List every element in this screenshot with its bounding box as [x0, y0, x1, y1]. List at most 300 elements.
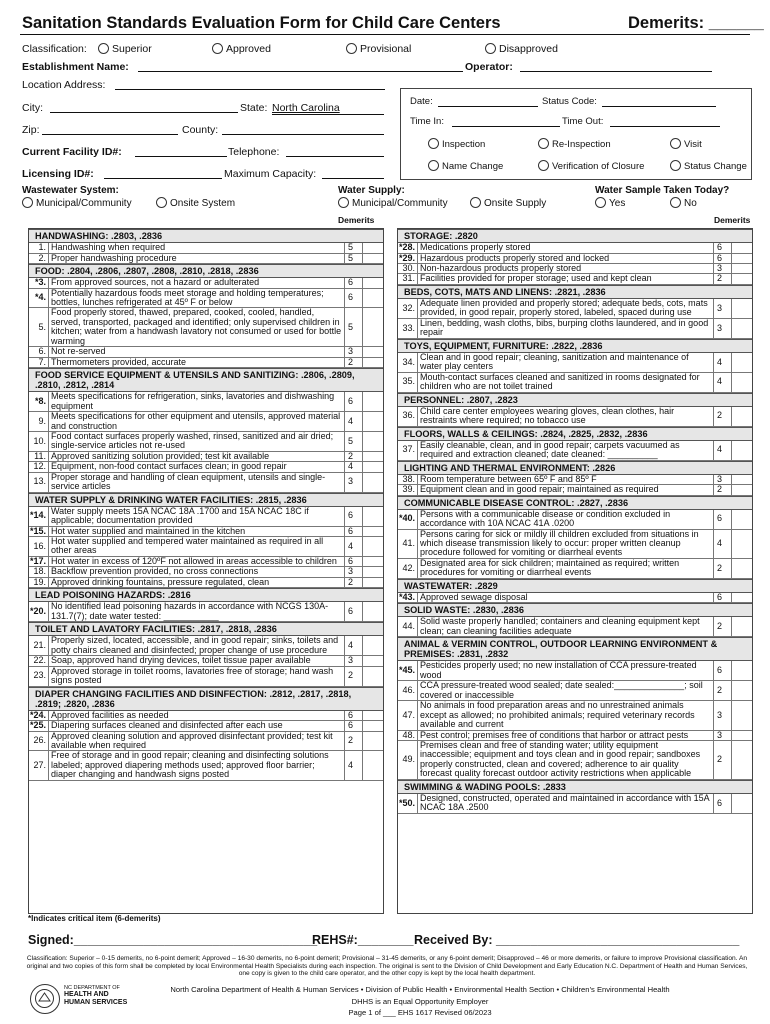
item-description: Solid waste properly handled; containers and cleaning equipment kept clean; can cleaning facilities adequate — [418, 617, 714, 636]
item-row — [29, 667, 383, 687]
item-row — [29, 432, 383, 452]
item-row — [398, 617, 752, 637]
classification-label: Classification: — [22, 43, 87, 55]
classification-provisional[interactable]: Provisional — [346, 43, 411, 55]
item-description: Properly sized, located, accessible, and in good repair; sinks, toilets and potty chairs cleaned and disinfected; proper change of use procedure — [49, 636, 345, 655]
item-number: 5. — [29, 308, 49, 346]
facility-id-label: Current Facility ID#: — [22, 146, 122, 158]
radio-icon — [22, 197, 33, 208]
item-description: Proper handwashing procedure — [49, 254, 345, 263]
demerit-entry-cell[interactable] — [732, 485, 752, 494]
item-number: 49. — [398, 741, 418, 779]
item-demerits: 4 — [714, 530, 732, 558]
demerit-entry-cell[interactable] — [363, 667, 383, 686]
item-number: 12. — [29, 462, 49, 471]
radio-icon — [595, 197, 606, 208]
demerit-entry-cell[interactable] — [363, 567, 383, 576]
item-description: Soap, approved hand drying devices, toilet tissue paper available — [49, 656, 345, 665]
item-demerits: 2 — [714, 741, 732, 779]
demerit-entry-cell[interactable] — [732, 593, 752, 602]
item-number: *20. — [29, 602, 49, 621]
item-number: 34. — [398, 353, 418, 372]
item-description: Mouth-contact surfaces cleaned and sanitized in rooms designated for children who are not toilet trained — [418, 373, 714, 392]
section-header: SOLID WASTE: .2830, .2836 — [398, 603, 752, 617]
date-label: Date: — [410, 96, 433, 107]
item-number: 27. — [29, 751, 49, 779]
item-row — [398, 681, 752, 701]
demerit-entry-cell[interactable] — [363, 721, 383, 730]
rehs-field[interactable]: REHS#:________ — [312, 933, 414, 947]
item-description: Adequate linen provided and properly stored; adequate beds, cots, mats provided, in good repair, properly stored, labeled, spaced during use — [418, 299, 714, 318]
demerit-entry-cell[interactable] — [363, 507, 383, 526]
demerit-entry-cell[interactable] — [363, 289, 383, 308]
item-row — [398, 593, 752, 603]
item-number: 33. — [398, 319, 418, 338]
item-row — [398, 274, 752, 284]
item-row — [29, 732, 383, 752]
demerit-entry-cell[interactable] — [732, 274, 752, 283]
water-sample-yes[interactable]: Yes — [595, 197, 625, 209]
item-number: *15. — [29, 527, 49, 536]
item-demerits: 6 — [714, 510, 732, 529]
item-description: Hot water supplied and maintained in the kitchen — [49, 527, 345, 536]
item-description: Approved storage in toilet rooms, lavatories free of storage; hand wash signs posted — [49, 667, 345, 686]
demerit-entry-cell[interactable] — [363, 537, 383, 556]
title-divider — [20, 34, 750, 35]
water-supply-onsite[interactable]: Onsite Supply — [470, 197, 546, 209]
demerit-entry-cell[interactable] — [363, 412, 383, 431]
item-description: Water supply meets 15A NCAC 18A .1700 and 15A NCAC 18C if applicable; documentation provided — [49, 507, 345, 526]
item-description: Room temperature between 65º F and 85º F — [418, 475, 714, 484]
demerit-entry-cell[interactable] — [732, 559, 752, 578]
item-row — [398, 299, 752, 319]
item-demerits: 2 — [714, 617, 732, 636]
item-demerits: 6 — [345, 711, 363, 720]
state-value[interactable]: North Carolina — [272, 102, 384, 115]
item-row — [398, 559, 752, 579]
item-description: No identified lead poisoning hazards in accordance with NCGS 130A-131.7(7); date water tested: ___________ — [49, 602, 345, 621]
county-label: County: — [182, 124, 219, 136]
item-demerits: 2 — [345, 358, 363, 367]
item-number: 7. — [29, 358, 49, 367]
item-description: Meets specifications for other equipment and utensils, approved material and construction — [49, 412, 345, 431]
section-header: DIAPER CHANGING FACILITIES AND DISINFECTION: .2812, .2817, .2818, .2819; .2820, .2836 — [29, 687, 383, 711]
item-row — [29, 412, 383, 432]
demerit-entry-cell[interactable] — [363, 557, 383, 566]
demerit-entry-cell[interactable] — [732, 319, 752, 338]
item-description: Proper storage and handling of clean equipment, utensils and single-service articles — [49, 473, 345, 492]
item-demerits: 2 — [714, 407, 732, 426]
item-row — [398, 530, 752, 559]
demerit-entry-cell[interactable] — [732, 475, 752, 484]
item-number: 38. — [398, 475, 418, 484]
wastewater-label: Wastewater System: — [22, 185, 119, 196]
right-items-table — [397, 228, 753, 914]
item-demerits: 6 — [345, 392, 363, 411]
item-row — [29, 358, 383, 368]
section-header: LEAD POISONING HAZARDS: .2816 — [29, 588, 383, 602]
item-number: *4. — [29, 289, 49, 308]
demerit-entry-cell[interactable] — [363, 432, 383, 451]
water-supply-municipal[interactable]: Municipal/Community — [338, 197, 448, 209]
item-row — [29, 537, 383, 557]
item-description: Backflow prevention provided, no cross connections — [49, 567, 345, 576]
item-demerits: 2 — [714, 681, 732, 700]
demerit-entry-cell[interactable] — [732, 617, 752, 636]
section-header: FOOD: .2804, .2806, .2807, .2808, .2810, .2818, .2836 — [29, 264, 383, 278]
item-demerits: 3 — [714, 731, 732, 740]
item-number: 44. — [398, 617, 418, 636]
location-input[interactable] — [115, 79, 385, 90]
demerit-entry-cell[interactable] — [363, 358, 383, 367]
time-out-label: Time Out: — [562, 116, 604, 127]
item-number: 42. — [398, 559, 418, 578]
water-sample-no[interactable]: No — [670, 197, 697, 209]
item-number: 36. — [398, 407, 418, 426]
section-header: LIGHTING AND THERMAL ENVIRONMENT: .2826 — [398, 461, 752, 475]
telephone-label: Telephone: — [228, 146, 280, 158]
item-description: Approved drinking fountains, pressure regulated, clean — [49, 578, 345, 587]
item-description: Diapering surfaces cleaned and disinfected after each use — [49, 721, 345, 730]
item-description: Non-hazardous products properly stored — [418, 264, 714, 273]
item-number: 11. — [29, 452, 49, 461]
item-number: 6. — [29, 347, 49, 356]
item-description: CCA pressure-treated wood sealed; date sealed:______________; soil covered or inaccessible — [418, 681, 714, 700]
item-number: 48. — [398, 731, 418, 740]
section-header: FOOD SERVICE EQUIPMENT & UTENSILS AND SANITIZING: .2806, .2809, .2810, .2812, .2814 — [29, 368, 383, 392]
demerit-entry-cell[interactable] — [732, 661, 752, 680]
nc-dhhs-seal-icon — [30, 984, 60, 1014]
item-number: 41. — [398, 530, 418, 558]
right-demerits-header: Demerits — [714, 215, 751, 225]
radio-icon — [338, 197, 349, 208]
item-description: Approved cleaning solution and approved disinfectant provided; test kit available when required — [49, 732, 345, 751]
item-demerits: 2 — [714, 485, 732, 494]
item-number: 18. — [29, 567, 49, 576]
agency-line: North Carolina Department of Health & Human Services • Division of Public Health • Environmental Health Section • Children’s Environmental Health — [170, 985, 670, 994]
item-demerits: 4 — [345, 751, 363, 779]
item-description: Meets specifications for refrigeration, sinks, lavatories and dishwashing equipment — [49, 392, 345, 411]
total-demerits-field[interactable]: Demerits: ______ — [628, 14, 764, 32]
demerit-entry-cell[interactable] — [732, 731, 752, 740]
section-header: SWIMMING & WADING POOLS: .2833 — [398, 780, 752, 794]
demerit-entry-cell[interactable] — [363, 243, 383, 252]
visit-verification-closure[interactable]: Verification of Closure — [538, 160, 644, 172]
item-demerits: 2 — [345, 578, 363, 587]
item-demerits: 3 — [345, 347, 363, 356]
city-input[interactable] — [50, 102, 238, 113]
section-header: STORAGE: .2820 — [398, 229, 752, 243]
radio-icon — [538, 138, 549, 149]
capacity-label: Maximum Capacity: — [224, 168, 317, 180]
demerit-entry-cell[interactable] — [363, 711, 383, 720]
wastewater-municipal[interactable]: Municipal/Community — [22, 197, 132, 209]
item-demerits: 2 — [345, 732, 363, 751]
demerit-entry-cell[interactable] — [363, 636, 383, 655]
demerit-entry-cell[interactable] — [363, 473, 383, 492]
item-description: Approved sewage disposal — [418, 593, 714, 602]
item-row — [29, 254, 383, 264]
item-number: 9. — [29, 412, 49, 431]
visit-reinspection[interactable]: Re-Inspection — [538, 138, 611, 150]
section-header: FLOORS, WALLS & CEILINGS: .2824, .2825, .2832, .2836 — [398, 427, 752, 441]
item-number: *3. — [29, 278, 49, 287]
licensing-id-input[interactable] — [104, 168, 222, 179]
demerit-entry-cell[interactable] — [732, 701, 752, 729]
time-in-input[interactable] — [452, 116, 560, 127]
demerit-entry-cell[interactable] — [732, 299, 752, 318]
radio-icon — [428, 160, 439, 171]
demerit-entry-cell[interactable] — [363, 462, 383, 471]
item-row — [398, 373, 752, 393]
item-row — [29, 636, 383, 656]
radio-icon — [670, 138, 681, 149]
item-row — [398, 485, 752, 495]
item-demerits: 3 — [714, 299, 732, 318]
item-number: *40. — [398, 510, 418, 529]
item-row — [398, 510, 752, 530]
item-description: Medications properly stored — [418, 243, 714, 252]
item-row — [29, 751, 383, 780]
item-description: Thermometers provided, accurate — [49, 358, 345, 367]
item-demerits: 2 — [345, 667, 363, 686]
item-description: Approved facilities as needed — [49, 711, 345, 720]
left-items-table — [28, 228, 384, 914]
item-row — [398, 243, 752, 253]
demerit-entry-cell[interactable] — [732, 353, 752, 372]
item-demerits: 6 — [345, 289, 363, 308]
demerit-entry-cell[interactable] — [363, 254, 383, 263]
item-demerits: 4 — [345, 462, 363, 471]
item-description: Pesticides properly used; no new installation of CCA pressure-treated wood — [418, 661, 714, 680]
item-row — [29, 308, 383, 347]
item-demerits: 6 — [714, 243, 732, 252]
item-number: 19. — [29, 578, 49, 587]
item-demerits: 3 — [714, 701, 732, 729]
left-demerits-header: Demerits — [338, 215, 375, 225]
demerit-entry-cell[interactable] — [363, 308, 383, 346]
item-demerits: 6 — [714, 661, 732, 680]
item-demerits: 6 — [714, 593, 732, 602]
demerit-entry-cell[interactable] — [732, 681, 752, 700]
item-number: 22. — [29, 656, 49, 665]
item-row — [398, 661, 752, 681]
nc-dhhs-logo-text: NC DEPARTMENT OF HEALTH AND HUMAN SERVICES — [64, 985, 128, 1007]
item-demerits: 3 — [345, 567, 363, 576]
item-number: 16. — [29, 537, 49, 556]
demerit-entry-cell[interactable] — [363, 732, 383, 751]
item-demerits: 6 — [345, 507, 363, 526]
item-number: 30. — [398, 264, 418, 273]
item-description: Designed, constructed, operated and maintained in accordance with 15A NCAC 18A .2500 — [418, 794, 714, 813]
section-header: COMMUNICABLE DISEASE CONTROL: .2827, .2836 — [398, 496, 752, 510]
operator-input[interactable] — [520, 61, 712, 72]
item-row — [29, 473, 383, 493]
item-description: Hot water supplied and tempered water maintained as required in all other areas — [49, 537, 345, 556]
item-row — [29, 507, 383, 527]
item-demerits: 6 — [345, 557, 363, 566]
demerit-entry-cell[interactable] — [732, 794, 752, 813]
received-by-field[interactable]: Received By: ___________________________________ — [414, 933, 740, 947]
classification-footnote: Classification: Superior – 0-15 demerits, no 6-point demerit; Approved – 16-30 demerits, no 6-point demerit; Provisional – 31-45 demerits, or any 6-point demerit; Disapproved – 46 or more demerits, or failure to improve Provisional classification. An original and two copies of this form shall be completed by local Environmental Health Specialists during each inspection. The original is sent to the Division of Child Development and Early Education N.C. Department of Health and Human Services, one copy is given to the child care operator, and the other copy is kept by the local health department. — [26, 955, 748, 978]
item-demerits: 5 — [345, 243, 363, 252]
zip-label: Zip: — [22, 124, 40, 136]
item-row — [29, 392, 383, 412]
item-description: Equipment clean and in good repair; maintained as required — [418, 485, 714, 494]
classification-approved[interactable]: Approved — [212, 43, 271, 55]
item-demerits: 3 — [345, 473, 363, 492]
section-header: ANIMAL & VERMIN CONTROL, OUTDOOR LEARNING ENVIRONMENT & PREMISES: .2831, .2832 — [398, 637, 752, 661]
radio-icon — [98, 43, 109, 54]
licensing-id-label: Licensing ID#: — [22, 168, 94, 180]
item-demerits: 3 — [714, 475, 732, 484]
item-number: 39. — [398, 485, 418, 494]
establishment-input[interactable] — [138, 61, 463, 72]
radio-icon — [485, 43, 496, 54]
item-row — [398, 741, 752, 780]
item-number: *8. — [29, 392, 49, 411]
demerit-entry-cell[interactable] — [732, 254, 752, 263]
telephone-input[interactable] — [286, 146, 384, 157]
section-header: HANDWASHING: .2803, .2836 — [29, 229, 383, 243]
item-number: 23. — [29, 667, 49, 686]
item-number: *45. — [398, 661, 418, 680]
item-row — [29, 602, 383, 622]
item-demerits: 4 — [345, 636, 363, 655]
state-label: State: — [240, 102, 268, 114]
item-number: *25. — [29, 721, 49, 730]
radio-icon — [538, 160, 549, 171]
demerit-entry-cell[interactable] — [732, 407, 752, 426]
section-header: WATER SUPPLY & DRINKING WATER FACILITIES: .2815, .2836 — [29, 493, 383, 507]
item-description: Handwashing when required — [49, 243, 345, 252]
item-number: 2. — [29, 254, 49, 263]
item-description: Equipment, non-food contact surfaces clean; in good repair — [49, 462, 345, 471]
date-input[interactable] — [438, 96, 538, 107]
demerit-entry-cell[interactable] — [732, 741, 752, 779]
item-row — [398, 441, 752, 461]
item-demerits: 3 — [714, 264, 732, 273]
item-row — [398, 319, 752, 339]
zip-input[interactable] — [42, 124, 178, 135]
item-demerits: 2 — [714, 274, 732, 283]
demerit-entry-cell[interactable] — [732, 243, 752, 252]
item-description: Hot water in excess of 120ºF not allowed in areas accessible to children — [49, 557, 345, 566]
demerit-entry-cell[interactable] — [732, 441, 752, 460]
item-row — [398, 407, 752, 427]
radio-icon — [212, 43, 223, 54]
demerit-entry-cell[interactable] — [732, 510, 752, 529]
demerit-entry-cell[interactable] — [363, 392, 383, 411]
item-description: Free of storage and in good repair; cleaning and disinfecting solutions labeled; approved diapering methods used; approved floor barrier; diaper changing and handwash signs posted — [49, 751, 345, 779]
location-label: Location Address: — [22, 79, 106, 91]
time-out-input[interactable] — [610, 116, 720, 127]
item-number: *50. — [398, 794, 418, 813]
item-row — [398, 353, 752, 373]
item-number: 47. — [398, 701, 418, 729]
item-demerits: 2 — [714, 559, 732, 578]
item-description: Food properly stored, thawed, prepared, cooked, cooled, handled, served, transported, packaged and identified; only supervised children in kitchen; water from a handwash lavatory not consumed or used for bottle warming — [49, 308, 345, 346]
visit-name-change[interactable]: Name Change — [428, 160, 503, 172]
item-description: Potentially hazardous foods meet storage and holding temperatures; bottles, lunches refrigerated at 45º F or below — [49, 289, 345, 308]
demerit-entry-cell[interactable] — [732, 373, 752, 392]
item-number: 32. — [398, 299, 418, 318]
item-row — [29, 289, 383, 309]
visit-visit[interactable]: Visit — [670, 138, 702, 150]
item-demerits: 3 — [714, 319, 732, 338]
demerit-entry-cell[interactable] — [363, 751, 383, 779]
item-demerits: 4 — [345, 412, 363, 431]
item-number: *29. — [398, 254, 418, 263]
item-description: Clean and in good repair; cleaning, sanitization and maintenance of water play centers — [418, 353, 714, 372]
item-demerits: 3 — [345, 656, 363, 665]
item-number: *28. — [398, 243, 418, 252]
page-number-line: Page 1 of ___ EHS 1617 Revised 06/2023 — [348, 1008, 492, 1017]
demerit-entry-cell[interactable] — [363, 347, 383, 356]
item-demerits: 6 — [345, 278, 363, 287]
demerit-entry-cell[interactable] — [363, 527, 383, 536]
status-code-input[interactable] — [602, 96, 716, 107]
facility-id-input[interactable] — [135, 146, 227, 157]
item-description: Easily cleanable, clean, and in good repair; carpets vacuumed as required and extraction cleaned; date cleaned: __________ — [418, 441, 714, 460]
signed-field[interactable]: Signed:___________________________________ — [28, 933, 318, 947]
item-description: Persons with a communicable disease or condition excluded in accordance with 10A NCAC 41A .0200 — [418, 510, 714, 529]
item-demerits: 4 — [345, 537, 363, 556]
item-description: Approved sanitizing solution provided; test kit available — [49, 452, 345, 461]
item-description: From approved sources, not a hazard or adulterated — [49, 278, 345, 287]
item-row — [398, 701, 752, 730]
item-description: Linen, bedding, wash cloths, bibs, burping cloths laundered, and in good repair — [418, 319, 714, 338]
demerit-entry-cell[interactable] — [732, 264, 752, 273]
item-demerits: 5 — [345, 308, 363, 346]
classification-superior[interactable]: Superior — [98, 43, 152, 55]
section-header: TOYS, EQUIPMENT, FURNITURE: .2822, .2836 — [398, 339, 752, 353]
wastewater-onsite[interactable]: Onsite System — [156, 197, 235, 209]
item-demerits: 6 — [345, 721, 363, 730]
demerit-entry-cell[interactable] — [363, 578, 383, 587]
item-description: Not re-served — [49, 347, 345, 356]
item-row — [398, 794, 752, 814]
item-description: Designated area for sick children; maintained as required; written procedures for vomiting or diarrheal events — [418, 559, 714, 578]
county-input[interactable] — [222, 124, 384, 135]
section-header: PERSONNEL: .2807, .2823 — [398, 393, 752, 407]
visit-inspection[interactable]: Inspection — [428, 138, 485, 150]
item-demerits: 6 — [714, 254, 732, 263]
item-number: 35. — [398, 373, 418, 392]
demerit-entry-cell[interactable] — [363, 602, 383, 621]
item-demerits: 5 — [345, 254, 363, 263]
equal-opportunity-line: DHHS is an Equal Opportunity Employer — [351, 997, 489, 1006]
item-description: Child care center employees wearing gloves, clean clothes, hair restraints where required; no tobacco use — [418, 407, 714, 426]
demerit-entry-cell[interactable] — [732, 530, 752, 558]
item-description: Food contact surfaces properly washed, rinsed, sanitized and air dried; single-service articles not re-used — [49, 432, 345, 451]
item-row — [29, 243, 383, 253]
item-demerits: 6 — [345, 527, 363, 536]
radio-icon — [346, 43, 357, 54]
item-number: 37. — [398, 441, 418, 460]
section-header: TOILET AND LAVATORY FACILITIES: .2817, .2818, .2836 — [29, 622, 383, 636]
demerit-entry-cell[interactable] — [363, 452, 383, 461]
establishment-label: Establishment Name: — [22, 61, 129, 73]
classification-disapproved[interactable]: Disapproved — [485, 43, 558, 55]
demerit-entry-cell[interactable] — [363, 656, 383, 665]
item-demerits: 5 — [345, 432, 363, 451]
radio-icon — [156, 197, 167, 208]
visit-status-change[interactable]: Status Change — [670, 160, 747, 172]
item-number: 13. — [29, 473, 49, 492]
demerit-entry-cell[interactable] — [363, 278, 383, 287]
capacity-input[interactable] — [322, 168, 384, 179]
